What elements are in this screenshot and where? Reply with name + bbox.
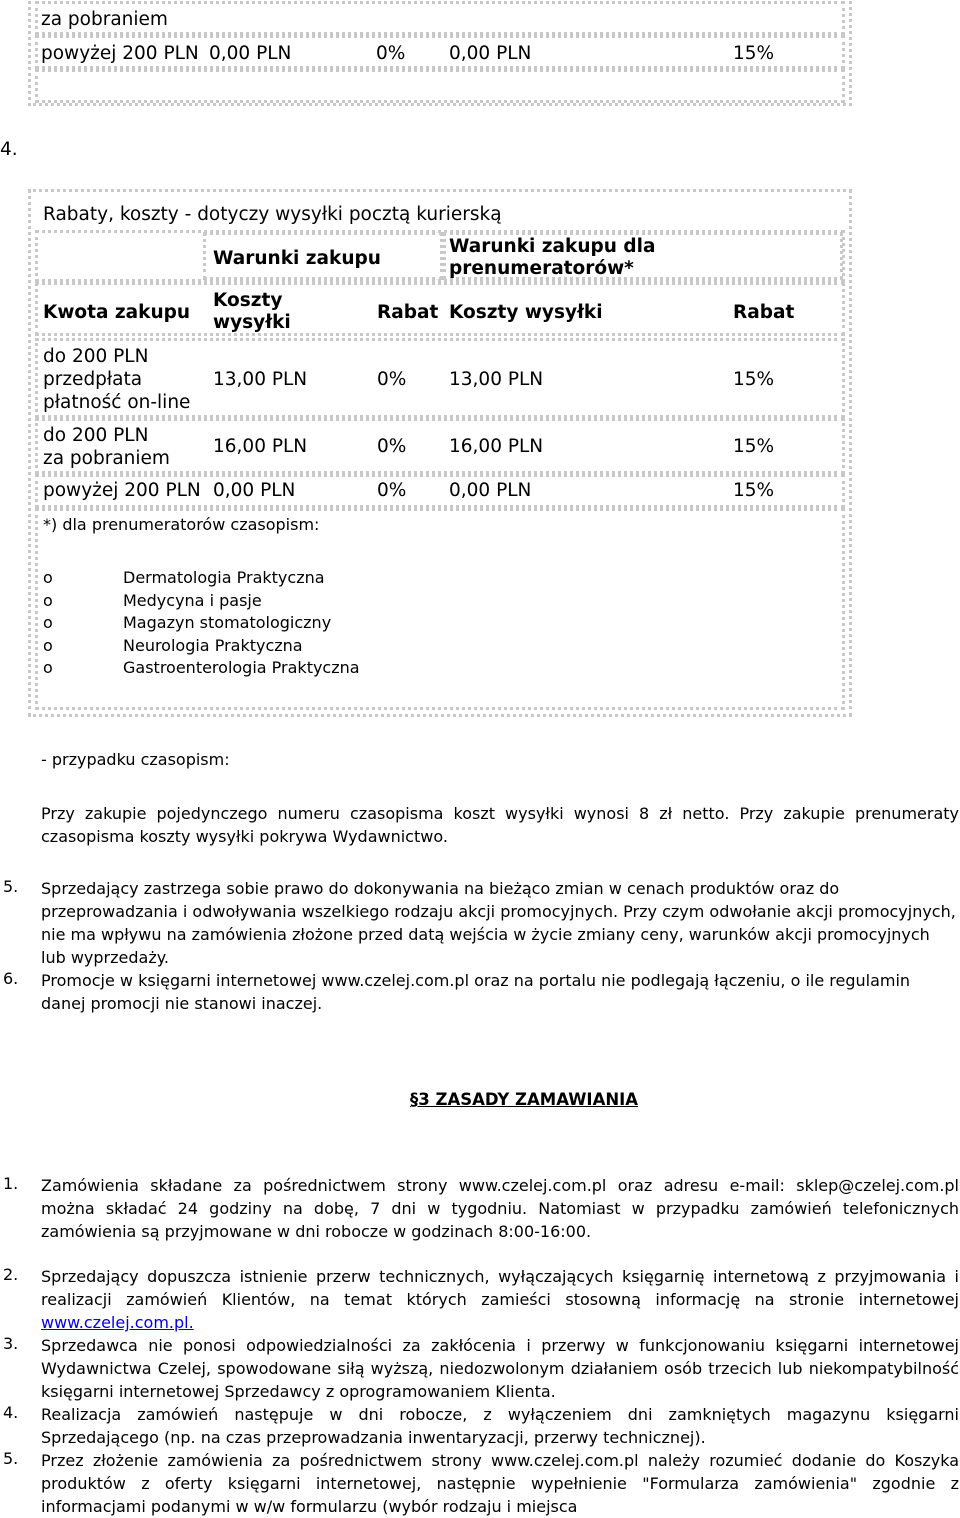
- magazines-paragraph: Przy zakupie pojedynczego numeru czasopisma koszt wysyłki wynosi 8 zł netto. Przy zakupie prenumeraty czasopisma koszty wysyłki pokrywa Wydawnictwo.: [41, 804, 959, 847]
- amount-cell-line: za pobraniem: [43, 448, 170, 469]
- subscriber-shipping-cost-cell: 0,00 PLN: [449, 43, 532, 64]
- header-shipping-cost-line1: Koszty: [213, 290, 283, 311]
- discount-cell: 0%: [376, 43, 406, 64]
- bullet: o: [43, 613, 53, 632]
- subscriber-discount-cell: 15%: [733, 480, 775, 501]
- bullet: o: [43, 568, 53, 587]
- subscriber-discount-cell: 15%: [733, 436, 775, 457]
- item-text: [41, 1265, 959, 1334]
- item-text-content: Sprzedający dopuszcza istnienie przerw technicznych, wyłączających księgarnię internetową z przyjmowania i realizacji zamówień Klientów, na temat których zamieści stosowną informację na stronie internetowej: [41, 1267, 959, 1310]
- amount-cell-line: do 200 PLN: [43, 425, 149, 446]
- table-row: [35, 69, 845, 103]
- header-subscriber-discount: Rabat: [733, 302, 795, 323]
- item-number: 1.: [3, 1174, 19, 1193]
- amount-cell: powyżej 200 PLN: [43, 480, 201, 501]
- item-text: Promocje w księgarni internetowej www.czelej.com.pl oraz na portalu nie podlegają łączeniu, o ile regulamin danej promocji nie stanowi inaczej.: [41, 971, 911, 1014]
- journal-name: Neurologia Praktyczna: [123, 635, 303, 655]
- item-number: 6.: [3, 969, 19, 988]
- discount-cell: 0%: [377, 480, 407, 501]
- journal-name: Magazyn stomatologiczny: [123, 613, 332, 632]
- amount-cell-line: do 200 PLN: [43, 346, 149, 367]
- subscriber-shipping-cost-cell: 16,00 PLN: [449, 436, 544, 457]
- item-number: 4.: [3, 1403, 19, 1422]
- shipping-cost-cell: 16,00 PLN: [213, 436, 308, 457]
- header-shipping-cost-line2: wysyłki: [213, 312, 291, 333]
- courier-shipping-table: [28, 189, 852, 717]
- shipping-cost-cell: 13,00 PLN: [213, 369, 308, 390]
- bullet: o: [43, 590, 53, 610]
- amount-cell-line: płatność on-line: [43, 392, 191, 413]
- amount-cell-line: przedpłata: [43, 369, 143, 390]
- magazines-heading: - przypadku czasopism:: [41, 750, 230, 769]
- section-number: 4.: [0, 139, 18, 160]
- footnote: *) dla prenumeratorów czasopism:: [43, 515, 320, 534]
- journal-name: Dermatologia Praktyczna: [123, 568, 325, 587]
- subscriber-discount-cell: 15%: [733, 369, 775, 390]
- item-number: 5.: [3, 1449, 19, 1468]
- website-link[interactable]: www.czelej.com.pl.: [41, 1313, 194, 1333]
- header-subscriber-conditions-line1: Warunki zakupu dla: [449, 236, 656, 257]
- shipping-table-continued: [28, 0, 852, 106]
- section-heading: §3 ZASADY ZAMAWIANIA: [410, 1090, 639, 1109]
- item-text: Realizacja zamówień następuje w dni robocze, z wyłączeniem dni zamkniętych magazynu księgarni Sprzedającego (np. na czas przeprowadzania inwentaryzacji, przerwy technicznej).: [41, 1405, 959, 1448]
- bullet: o: [43, 635, 53, 655]
- subscriber-discount-cell: 15%: [733, 43, 775, 64]
- header-purchase-conditions: Warunki zakupu: [213, 248, 381, 269]
- header-subscriber-conditions-line2: prenumeratorów*: [449, 258, 634, 279]
- table-title: Rabaty, koszty - dotyczy wysyłki pocztą kurierską: [43, 204, 502, 225]
- item-text: Przez złożenie zamówienia za pośrednictwem strony www.czelej.com.pl należy rozumieć dodanie do Koszyka produktów z oferty księgarni internetowej, następnie wypełnienie "Formularza zamówienia" zgodnie z informacjami podanymi w w/w formularzu (wybór rodzaju i miejsca: [41, 1451, 959, 1517]
- header-amount: Kwota zakupu: [43, 302, 191, 323]
- header-subscriber-shipping-cost: Koszty wysyłki: [449, 302, 603, 323]
- discount-cell: 0%: [377, 436, 407, 457]
- subscriber-shipping-cost-cell: 0,00 PLN: [449, 480, 532, 501]
- amount-cell: za pobraniem: [41, 9, 168, 30]
- journal-name: Gastroenterologia Praktyczna: [123, 658, 360, 677]
- item-number: 2.: [3, 1265, 19, 1284]
- shipping-cost-cell: 0,00 PLN: [209, 43, 292, 64]
- discount-cell: 0%: [377, 369, 407, 390]
- item-text: Sprzedawca nie ponosi odpowiedzialności za zakłócenia i przerwy w funkcjonowaniu księgarni internetowej Wydawnictwa Czelej, spowodowane siłą wyższą, niedozwolonym działaniem osób trzecich lub niekompatybilność księgarni internetowej Sprzedawcy z oprogramowaniem Klienta.: [41, 1336, 959, 1402]
- item-text: Sprzedający zastrzega sobie prawo do dokonywania na bieżąco zmian w cenach produktów oraz do przeprowadzania i odwoływania wszelkiego rodzaju akcji promocyjnych. Przy czym odwołanie akcji promocyjnych, nie ma wpływu na zamówienia złożone przed datą wejścia w życie zmiany ceny, warunków akcji promocyjnych lub wyprzedaży.: [41, 879, 956, 968]
- subscriber-shipping-cost-cell: 13,00 PLN: [449, 369, 544, 390]
- header-discount: Rabat: [377, 302, 439, 323]
- item-text: Zamówienia składane za pośrednictwem strony www.czelej.com.pl oraz adresu e-mail: sklep@czelej.com.pl można składać 24 godziny na dobę, 7 dni w tygodniu. Natomiast w przypadku zamówień telefonicznych zamówienia są przyjmowane w dni robocze w godzinach 8:00-16:00.: [41, 1176, 959, 1242]
- journal-name: Medycyna i pasje: [123, 590, 262, 610]
- amount-cell: powyżej 200 PLN: [41, 43, 199, 64]
- shipping-cost-cell: 0,00 PLN: [213, 480, 296, 501]
- bullet: o: [43, 658, 53, 677]
- item-number: 5.: [3, 877, 19, 896]
- item-number: 3.: [3, 1334, 19, 1353]
